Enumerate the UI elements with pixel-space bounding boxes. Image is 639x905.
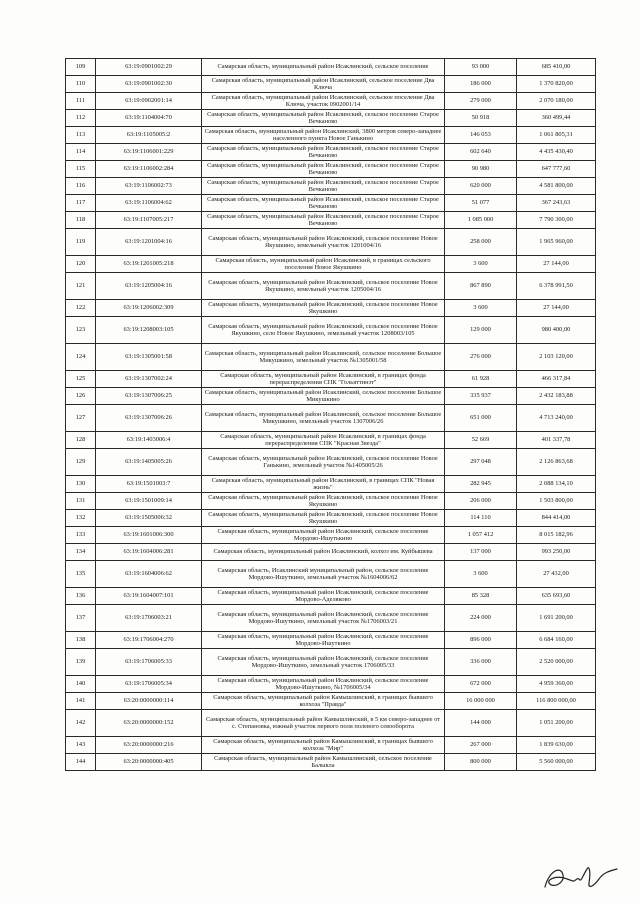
table-row (66, 76, 596, 93)
row-number-cell: 128 (66, 432, 96, 449)
cadastral-number-cell: 63:19:1201005:218 (96, 256, 202, 273)
address-cell: Самарская область, муниципальный район Исаклинский, сельское поселение Новое Якушкино (202, 493, 445, 510)
table-row (66, 371, 596, 388)
address-cell: Самарская область, муниципальный район Исаклинский, сельское поселение Большое Микушкино, земельный участок 1307006/26 (202, 405, 445, 432)
row-number-cell: 129 (66, 449, 96, 476)
row-number-cell: 138 (66, 632, 96, 649)
address-cell: Самарская область, муниципальный район Исаклинский, сельское поселение Новое Якушкино (202, 300, 445, 317)
row-number-cell: 141 (66, 693, 96, 710)
table-row (66, 710, 596, 737)
table-row (66, 405, 596, 432)
cadastral-value-cell: 466 317,84 (517, 371, 596, 388)
cadastral-number-cell: 63:19:1205004:16 (96, 273, 202, 300)
table-body (66, 59, 596, 771)
row-number-cell: 139 (66, 649, 96, 676)
cadastral-value-cell: 647 777,60 (517, 161, 596, 178)
cadastral-value-cell: 27 144,00 (517, 300, 596, 317)
row-number-cell: 132 (66, 510, 96, 527)
cadastral-value-cell: 2 520 000,00 (517, 649, 596, 676)
area-cell: 224 000 (445, 605, 517, 632)
area-cell: 651 000 (445, 405, 517, 432)
row-number-cell: 136 (66, 588, 96, 605)
cadastral-number-cell: 63:19:1107005:217 (96, 212, 202, 229)
cadastral-number-cell: 63:19:1405005:26 (96, 449, 202, 476)
area-cell: 50 918 (445, 110, 517, 127)
cadastral-number-cell: 63:20:0000000:216 (96, 737, 202, 754)
row-number-cell: 130 (66, 476, 96, 493)
cadastral-number-cell: 63:19:1307006:25 (96, 388, 202, 405)
row-number-cell: 115 (66, 161, 96, 178)
row-number-cell: 137 (66, 605, 96, 632)
area-cell: 146 053 (445, 127, 517, 144)
row-number-cell: 118 (66, 212, 96, 229)
row-number-cell: 135 (66, 561, 96, 588)
area-cell: 16 000 000 (445, 693, 517, 710)
table-row (66, 161, 596, 178)
cadastral-number-cell: 63:20:0000000:152 (96, 710, 202, 737)
area-cell: 206 000 (445, 493, 517, 510)
cadastral-number-cell: 63:19:1706004:270 (96, 632, 202, 649)
cadastral-number-cell: 63:19:1305001:58 (96, 344, 202, 371)
cadastral-value-cell: 4 713 240,00 (517, 405, 596, 432)
address-cell: Самарская область, муниципальный район Камышлинский, сельское поселение Балыкла (202, 754, 445, 771)
table-row (66, 588, 596, 605)
area-cell: 800 000 (445, 754, 517, 771)
address-cell: Самарская область, муниципальный район Исаклинский, сельское поселение Мордово-Ишутькино (202, 527, 445, 544)
area-cell: 282 945 (445, 476, 517, 493)
cadastral-number-cell: 63:19:1105005:2 (96, 127, 202, 144)
cadastral-number-cell: 63:19:1104004:70 (96, 110, 202, 127)
table-row (66, 737, 596, 754)
handwritten-signature (539, 857, 621, 897)
area-cell: 129 000 (445, 317, 517, 344)
address-cell: Самарская область, муниципальный район Исаклинский, сельское поселение Мордово-Ишуткино, земельный участок 1706005/33 (202, 649, 445, 676)
address-cell: Самарская область, муниципальный район Исаклинский, сельское поселение Новое Якушкино, земельный участок 1205004/16 (202, 273, 445, 300)
cadastral-number-cell: 63:19:1106002:73 (96, 178, 202, 195)
address-cell: Самарская область, муниципальный район Исаклинский, в границах СПК "Новая жизнь" (202, 476, 445, 493)
cadastral-number-cell: 63:19:1604006:62 (96, 561, 202, 588)
address-cell: Самарская область, муниципальный район Исаклинский, сельское поселение Старое Вечканово (202, 212, 445, 229)
row-number-cell: 112 (66, 110, 96, 127)
table-row (66, 493, 596, 510)
address-cell: Самарская область, муниципальный район Исаклинский, сельское поселение Мордово-Аделяково (202, 588, 445, 605)
table-row (66, 144, 596, 161)
address-cell: Самарская область, муниципальный район Исаклинский, сельское поселение Мордово-Ишуткино, земельный участок №1706003/21 (202, 605, 445, 632)
cadastral-value-cell: 27 144,00 (517, 256, 596, 273)
row-number-cell: 122 (66, 300, 96, 317)
row-number-cell: 110 (66, 76, 96, 93)
cadastral-value-cell: 2 070 180,00 (517, 93, 596, 110)
area-cell: 61 928 (445, 371, 517, 388)
address-cell: Самарская область, муниципальный район Исаклинский, сельское поселение Мордово-Ишуткино, №1706005/34 (202, 676, 445, 693)
address-cell: Самарская область, муниципальный район Исаклинский, сельское поселение Старое Вечканово (202, 110, 445, 127)
cadastral-value-cell: 367 243,63 (517, 195, 596, 212)
cadastral-value-cell: 635 693,60 (517, 588, 596, 605)
row-number-cell: 114 (66, 144, 96, 161)
area-cell: 672 000 (445, 676, 517, 693)
cadastral-number-cell: 63:19:1604007:101 (96, 588, 202, 605)
area-cell: 85 328 (445, 588, 517, 605)
row-number-cell: 117 (66, 195, 96, 212)
cadastral-number-cell: 63:19:1106004:62 (96, 195, 202, 212)
area-cell: 620 000 (445, 178, 517, 195)
table-row (66, 256, 596, 273)
table-row (66, 432, 596, 449)
address-cell: Самарская область, муниципальный район Исаклинский, сельское поселение Старое Вечканово (202, 161, 445, 178)
area-cell: 602 640 (445, 144, 517, 161)
cadastral-value-cell: 6 378 991,50 (517, 273, 596, 300)
address-cell: Самарская область, муниципальный район Исаклинский, в границах фонда перераспределения СПК "Красная Звезда" (202, 432, 445, 449)
cadastral-number-cell: 63:19:1501009:14 (96, 493, 202, 510)
cadastral-value-cell: 685 410,00 (517, 59, 596, 76)
cadastral-value-cell: 8 015 182,96 (517, 527, 596, 544)
table-row (66, 476, 596, 493)
address-cell: Самарская область, муниципальный район Исаклинский, сельское поселение Новое Якушкино, село Новое Якушкино, земельный участок 1208003/105 (202, 317, 445, 344)
table-row (66, 605, 596, 632)
area-cell: 3 600 (445, 561, 517, 588)
cadastral-number-cell: 63:19:1201004:16 (96, 229, 202, 256)
cadastral-number-cell: 63:19:1208003:105 (96, 317, 202, 344)
area-cell: 336 000 (445, 649, 517, 676)
area-cell: 867 890 (445, 273, 517, 300)
row-number-cell: 142 (66, 710, 96, 737)
area-cell: 3 600 (445, 300, 517, 317)
table-row (66, 676, 596, 693)
table-row (66, 317, 596, 344)
area-cell: 276 000 (445, 344, 517, 371)
table-row (66, 632, 596, 649)
cadastral-number-cell: 63:19:1106002:284 (96, 161, 202, 178)
area-cell: 144 000 (445, 710, 517, 737)
area-cell: 3 600 (445, 256, 517, 273)
address-cell: Самарская область, муниципальный район Исаклинский, сельское поселение Старое Вечканово (202, 178, 445, 195)
cadastral-number-cell: 63:19:1307002:24 (96, 371, 202, 388)
row-number-cell: 124 (66, 344, 96, 371)
cadastral-value-cell: 27 432,00 (517, 561, 596, 588)
address-cell: Самарская область, муниципальный район Исаклинский, сельское поселение Новое Якушкино (202, 510, 445, 527)
area-cell: 186 000 (445, 76, 517, 93)
cadastral-number-cell: 63:19:1706003:21 (96, 605, 202, 632)
area-cell: 1 085 000 (445, 212, 517, 229)
address-cell: Самарская область, муниципальный район Исаклинский, сельское поселение Старое Вечканово (202, 144, 445, 161)
cadastral-number-cell: 63:19:1505006:32 (96, 510, 202, 527)
cadastral-number-cell: 63:20:0000000:405 (96, 754, 202, 771)
area-cell: 267 000 (445, 737, 517, 754)
table-row (66, 127, 596, 144)
row-number-cell: 111 (66, 93, 96, 110)
area-cell: 335 937 (445, 388, 517, 405)
table-row (66, 344, 596, 371)
cadastral-number-cell: 63:19:0901002:30 (96, 76, 202, 93)
area-cell: 90 980 (445, 161, 517, 178)
cadastral-value-cell: 2 103 120,00 (517, 344, 596, 371)
row-number-cell: 134 (66, 544, 96, 561)
row-number-cell: 133 (66, 527, 96, 544)
row-number-cell: 121 (66, 273, 96, 300)
row-number-cell: 119 (66, 229, 96, 256)
table-row (66, 93, 596, 110)
cadastral-number-cell: 63:19:1706005:34 (96, 676, 202, 693)
row-number-cell: 123 (66, 317, 96, 344)
address-cell: Самарская область, муниципальный район Исаклинский, в границах сельского поселения Новое Якушкино (202, 256, 445, 273)
cadastral-value-cell: 116 800 000,00 (517, 693, 596, 710)
table-row (66, 178, 596, 195)
address-cell: Самарская область, муниципальный район Исаклинский, сельское поселение Два Ключа, участок 0902001/14 (202, 93, 445, 110)
cadastral-value-cell: 844 414,00 (517, 510, 596, 527)
cadastral-number-cell: 63:19:1106001:229 (96, 144, 202, 161)
cadastral-value-cell: 4 435 430,40 (517, 144, 596, 161)
area-cell: 258 000 (445, 229, 517, 256)
cadastral-number-cell: 63:19:1307006:26 (96, 405, 202, 432)
address-cell: Самарская область, муниципальный район Исаклинский, сельское поселение Два Ключа (202, 76, 445, 93)
address-cell: Самарская область, Исаклинский муниципальный район, сельское поселение Мордово-Ишуткино, земельный участок №1604006/62 (202, 561, 445, 588)
area-cell: 137 000 (445, 544, 517, 561)
cadastral-value-cell: 6 684 160,00 (517, 632, 596, 649)
cadastral-value-cell: 1 839 630,00 (517, 737, 596, 754)
row-number-cell: 131 (66, 493, 96, 510)
row-number-cell: 143 (66, 737, 96, 754)
area-cell: 52 669 (445, 432, 517, 449)
cadastral-number-cell: 63:19:1403006:4 (96, 432, 202, 449)
table-row (66, 510, 596, 527)
table-row (66, 649, 596, 676)
cadastral-value-cell: 2 088 134,10 (517, 476, 596, 493)
cadastral-value-cell: 1 965 960,00 (517, 229, 596, 256)
cadastral-number-cell: 63:19:0902001:14 (96, 93, 202, 110)
table-row (66, 273, 596, 300)
table-row (66, 561, 596, 588)
address-cell: Самарская область, муниципальный район Исаклинский, сельское поселение Мордово-Ишуткино (202, 632, 445, 649)
cadastral-value-cell: 993 250,00 (517, 544, 596, 561)
table-row (66, 388, 596, 405)
cadastral-number-cell: 63:19:1706005:33 (96, 649, 202, 676)
address-cell: Самарская область, муниципальный район Камышлинский, в 5 км северо-западнее от с. Степановка, южный участок первого поля полевого севооборота (202, 710, 445, 737)
table-row (66, 229, 596, 256)
row-number-cell: 125 (66, 371, 96, 388)
table-row (66, 754, 596, 771)
table-row (66, 195, 596, 212)
area-cell: 93 000 (445, 59, 517, 76)
cadastral-value-cell: 401 337,78 (517, 432, 596, 449)
area-cell: 297 048 (445, 449, 517, 476)
area-cell: 1 057 412 (445, 527, 517, 544)
table-row (66, 527, 596, 544)
cadastral-value-cell: 4 959 360,00 (517, 676, 596, 693)
cadastral-value-cell: 5 560 000,00 (517, 754, 596, 771)
cadastral-value-cell: 1 061 805,31 (517, 127, 596, 144)
address-cell: Самарская область, муниципальный район Камышлинский, в границах бывшего колхоза "Мир" (202, 737, 445, 754)
address-cell: Самарская область, муниципальный район Исаклинский, сельское поселение Новое Якушкино, земельный участок 1201004/16 (202, 229, 445, 256)
table-row (66, 544, 596, 561)
cadastral-number-cell: 63:19:1501003:7 (96, 476, 202, 493)
cadastral-value-cell: 1 503 800,00 (517, 493, 596, 510)
address-cell: Самарская область, муниципальный район Исаклинский, 3800 метров северо-западнее населенного пункта Новое Ганькино (202, 127, 445, 144)
address-cell: Самарская область, муниципальный район Исаклинский, колхоз им. Куйбышева (202, 544, 445, 561)
cadastral-value-cell: 2 126 863,68 (517, 449, 596, 476)
row-number-cell: 144 (66, 754, 96, 771)
cadastral-value-cell: 2 432 183,88 (517, 388, 596, 405)
address-cell: Самарская область, муниципальный район Исаклинский, сельское поселение Большое Микушкино (202, 388, 445, 405)
table-row (66, 59, 596, 76)
cadastral-value-cell: 980 400,00 (517, 317, 596, 344)
table-row (66, 449, 596, 476)
table-row (66, 110, 596, 127)
cadastral-value-cell: 1 051 200,00 (517, 710, 596, 737)
area-cell: 279 000 (445, 93, 517, 110)
cadastral-value-cell: 1 370 820,00 (517, 76, 596, 93)
cadastral-number-cell: 63:19:0901002:29 (96, 59, 202, 76)
cadastral-number-cell: 63:20:0000000:114 (96, 693, 202, 710)
cadastral-value-cell: 7 790 300,00 (517, 212, 596, 229)
address-cell: Самарская область, муниципальный район Исаклинский, сельское поселение (202, 59, 445, 76)
row-number-cell: 109 (66, 59, 96, 76)
cadastral-value-cell: 1 691 200,00 (517, 605, 596, 632)
area-cell: 896 000 (445, 632, 517, 649)
address-cell: Самарская область, муниципальный район Исаклинский, сельское поселение Старое Вечканово (202, 195, 445, 212)
cadastral-number-cell: 63:19:1206002:309 (96, 300, 202, 317)
address-cell: Самарская область, муниципальный район Исаклинский, сельское поселение Новое Ганькино, земельный участок №1405005/26 (202, 449, 445, 476)
row-number-cell: 126 (66, 388, 96, 405)
area-cell: 114 110 (445, 510, 517, 527)
land-registry-table (65, 58, 596, 771)
row-number-cell: 140 (66, 676, 96, 693)
area-cell: 51 077 (445, 195, 517, 212)
row-number-cell: 116 (66, 178, 96, 195)
cadastral-number-cell: 63:19:1604006:281 (96, 544, 202, 561)
table-row (66, 693, 596, 710)
row-number-cell: 113 (66, 127, 96, 144)
address-cell: Самарская область, муниципальный район Камышлинский, в границах бывшего колхоза "Правда" (202, 693, 445, 710)
cadastral-value-cell: 4 581 800,00 (517, 178, 596, 195)
address-cell: Самарская область, муниципальный район Исаклинский, сельское поселение Большое Микушкино, земельный участок №1305001/58 (202, 344, 445, 371)
cadastral-value-cell: 360 499,44 (517, 110, 596, 127)
row-number-cell: 120 (66, 256, 96, 273)
table-row (66, 212, 596, 229)
address-cell: Самарская область, муниципальный район Исаклинский, в границах фонда перераспределения СПК "Гольяттинзт" (202, 371, 445, 388)
cadastral-number-cell: 63:19:1601006:300 (96, 527, 202, 544)
row-number-cell: 127 (66, 405, 96, 432)
table-row (66, 300, 596, 317)
